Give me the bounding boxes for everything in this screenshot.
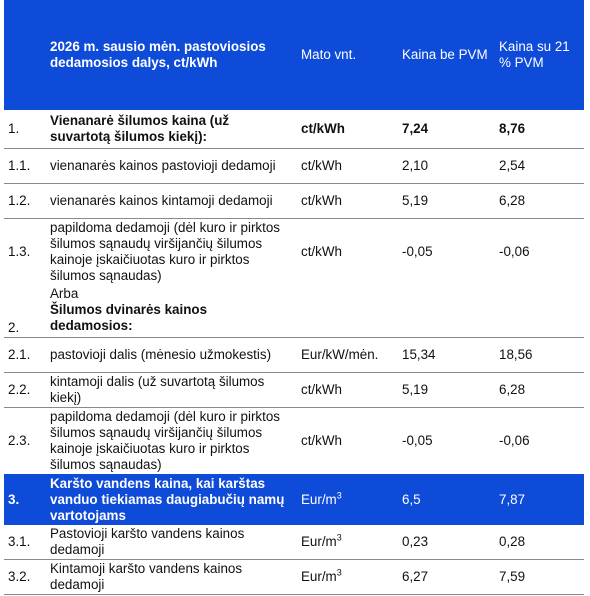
row-price-no-vat: -0,05 — [402, 244, 433, 259]
row-unit — [297, 525, 398, 560]
table-row — [4, 110, 584, 149]
row-number: 2. — [8, 320, 20, 335]
row-price-with-vat: 0,28 — [499, 534, 526, 549]
row-number: 1.1. — [8, 158, 31, 173]
row-description-text: Šilumos dvinarės kainos dedamosios: — [50, 302, 208, 333]
row-price-no-vat: -0,05 — [402, 433, 433, 448]
row-price-with-vat: 6,28 — [499, 382, 526, 397]
table-header-row — [4, 0, 584, 110]
header-price-with-vat: Kaina su 21 % PVM — [499, 39, 570, 70]
row-price-with-vat: 7,59 — [499, 569, 526, 584]
row-price-no-vat: 15,34 — [402, 347, 436, 362]
header-unit: Mato vnt. — [301, 47, 357, 62]
row-description: pastovioji dalis (mėnesio užmokestis) — [50, 347, 272, 362]
row-unit: ct/kWh — [301, 193, 342, 208]
row-unit: ct/kWh — [301, 433, 342, 448]
header-title: 2026 m. sausio mėn. pastoviosios dedamosios dalys, ct/kWh — [50, 39, 266, 70]
row-number: 3. — [8, 491, 20, 507]
table-row — [4, 408, 584, 475]
header-num-cell — [4, 0, 46, 110]
row-unit: Eur/kW/mėn. — [301, 347, 379, 362]
row-price-no-vat: 5,19 — [402, 382, 429, 397]
row-description: Pastovioji karšto vandens kainos dedamoji — [50, 526, 245, 557]
row-price-no-vat: 6,27 — [402, 569, 429, 584]
row-price-no-vat — [398, 285, 495, 338]
row-price-with-vat: 8,76 — [499, 121, 526, 136]
row-description: vienanarės kainos kintamoji dedamoji — [50, 193, 273, 208]
row-unit-base: Eur/m — [301, 491, 337, 507]
row-number: 1.3. — [8, 244, 31, 259]
row-arba-label: Arba — [50, 286, 79, 301]
table-row-highlighted — [4, 474, 584, 525]
row-description — [46, 285, 297, 338]
row-description: Vienanarė šilumos kaina (už suvartotą šilumos kiekį): — [50, 113, 230, 144]
row-number: 2.1. — [8, 347, 31, 362]
row-number: 1. — [8, 121, 20, 136]
row-unit: ct/kWh — [301, 158, 342, 173]
row-description: papildoma dedamoji (dėl kuro ir pirktos šilumos sąnaudų viršijančių šilumos kainoje įskaičiuotas kuro ir pirktos šilumos sąnaudas) — [50, 409, 280, 472]
row-unit-base: Eur/m — [301, 569, 337, 584]
row-number: 3.1. — [8, 534, 31, 549]
table-row — [4, 184, 584, 219]
header-price-no-vat: Kaina be PVM — [402, 47, 488, 62]
row-unit-superscript: 3 — [336, 567, 342, 578]
row-number: 3.2. — [8, 569, 31, 584]
table-row — [4, 149, 584, 184]
heat-price-table — [4, 0, 584, 595]
row-description: Karšto vandens kaina, kai karštas vanduo tiekiamas daugiabučių namų vartotojams — [50, 475, 285, 523]
table-row — [4, 373, 584, 408]
table-row — [4, 338, 584, 373]
row-unit: ct/kWh — [301, 382, 342, 397]
table-row — [4, 219, 584, 286]
row-unit — [297, 560, 398, 595]
row-number: 1.2. — [8, 193, 31, 208]
table-row — [4, 560, 584, 595]
table-row — [4, 285, 584, 338]
row-price-with-vat — [495, 285, 584, 338]
row-price-no-vat: 5,19 — [402, 193, 429, 208]
row-price-no-vat: 7,24 — [402, 121, 429, 136]
row-unit-base: Eur/m — [301, 534, 337, 549]
row-price-with-vat: -0,06 — [499, 433, 530, 448]
tariff-table-container — [4, 0, 584, 592]
row-number: 2.2. — [8, 382, 31, 397]
row-price-with-vat: 6,28 — [499, 193, 526, 208]
row-description: papildoma dedamoji (dėl kuro ir pirktos šilumos sąnaudų viršijančių šilumos kainoje įskaičiuotas kuro ir pirktos šilumos sąnaudas) — [50, 220, 280, 283]
row-unit: ct/kWh — [301, 121, 345, 136]
row-description: Kintamoji karšto vandens kainos dedamoji — [50, 561, 243, 592]
row-price-with-vat: 7,87 — [499, 491, 526, 507]
row-unit — [297, 285, 398, 338]
row-unit-superscript: 3 — [336, 532, 342, 543]
row-price-with-vat: 2,54 — [499, 158, 526, 173]
row-price-no-vat: 0,23 — [402, 534, 429, 549]
row-price-with-vat: 18,56 — [499, 347, 533, 362]
row-unit-superscript: 3 — [336, 490, 342, 501]
row-unit — [297, 474, 398, 525]
row-description: kintamoji dalis (už suvartotą šilumos kiekį) — [50, 374, 265, 405]
row-number: 2.3. — [8, 433, 31, 448]
row-price-no-vat: 6,5 — [402, 491, 421, 507]
row-unit: ct/kWh — [301, 244, 342, 259]
row-price-with-vat: -0,06 — [499, 244, 530, 259]
table-row — [4, 525, 584, 560]
row-description: vienanarės kainos pastovioji dedamoji — [50, 158, 276, 173]
row-price-no-vat: 2,10 — [402, 158, 429, 173]
